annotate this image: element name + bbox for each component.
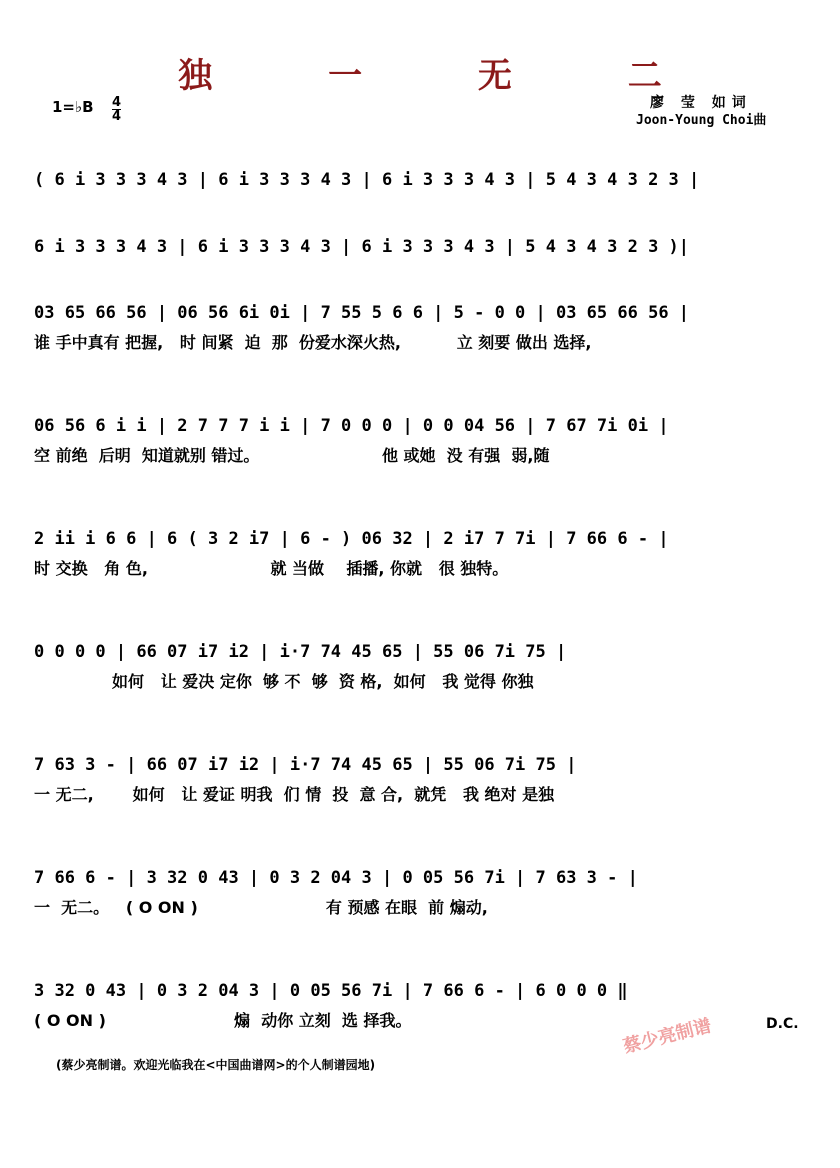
lyrics-line: ( O ON ) 煽 动你 立刻 选 择我。 xyxy=(34,1011,412,1030)
lyrics-line: 一 无二, 如何 让 爱证 明我 们 情 投 意 合, 就凭 我 绝对 是独 xyxy=(34,785,555,804)
notation-line: 0 0 0 0 | 66 07 i7 i2 | i·7 74 45 65 | 55 06 7i 75 | xyxy=(34,642,567,662)
lyrics-line: 如何 让 爱决 定你 够 不 够 资 格, 如何 我 觉得 你独 xyxy=(34,672,534,691)
lyricist-credit: 廖 莹 如词 xyxy=(650,95,752,111)
notation-line: 2 ii i 6 6 | 6 ( 3 2 i7 | 6 - ) 06 32 | 2 i7 7 7i | 7 66 6 - | xyxy=(34,529,669,549)
lyrics-line: 时 交换 角 色, 就 当做 插播, 你就 很 独特。 xyxy=(34,559,509,578)
notation-line: 6 i 3 3 3 4 3 | 6 i 3 3 3 4 3 | 6 i 3 3 3 4 3 | 5 4 3 4 3 2 3 )| xyxy=(34,237,690,257)
key-signature: 1=♭B xyxy=(52,98,94,116)
lyrics-line: 谁 手中真有 把握, 时 间紧 迫 那 份爱水深火热, 立 刻要 做出 选择, xyxy=(34,333,592,352)
notation-line: 7 66 6 - | 3 32 0 43 | 0 3 2 04 3 | 0 05 56 7i | 7 63 3 - | xyxy=(34,868,638,888)
notation-line: 06 56 6 i i | 2 7 7 7 i i | 7 0 0 0 | 0 0 04 56 | 7 67 7i 0i | xyxy=(34,416,669,436)
time-signature-bottom: 4 xyxy=(112,109,122,124)
time-signature xyxy=(112,96,121,123)
composer-credit: Joon-Young Choi曲 xyxy=(636,113,767,128)
notation-line: 3 32 0 43 | 0 3 2 04 3 | 0 05 56 7i | 7 66 6 - | 6 0 0 0 ‖ xyxy=(34,981,628,1001)
lyrics-line: 一 无二。 ( O ON ) 有 预感 在眼 前 煽动, xyxy=(34,898,488,917)
da-capo-mark: D.C. xyxy=(766,1016,799,1032)
watermark: 蔡少亮制谱 xyxy=(621,1015,714,1058)
notation-line: 7 63 3 - | 66 07 i7 i2 | i·7 74 45 65 | 55 06 7i 75 | xyxy=(34,755,577,775)
song-title: 独 一 无 二 xyxy=(178,56,714,96)
footer-note: (蔡少亮制谱。欢迎光临我在<中国曲谱网>的个人制谱园地) xyxy=(56,1058,376,1072)
lyrics-line: 空 前绝 后明 知道就别 错过。 他 或她 没 有强 弱,随 xyxy=(34,446,550,465)
time-signature-top: 4 xyxy=(112,95,122,110)
notation-line: 03 65 66 56 | 06 56 6i 0i | 7 55 5 6 6 | 5 - 0 0 | 03 65 66 56 | xyxy=(34,303,690,323)
notation-line: ( 6 i 3 3 3 4 3 | 6 i 3 3 3 4 3 | 6 i 3 3 3 4 3 | 5 4 3 4 3 2 3 | xyxy=(34,170,700,190)
